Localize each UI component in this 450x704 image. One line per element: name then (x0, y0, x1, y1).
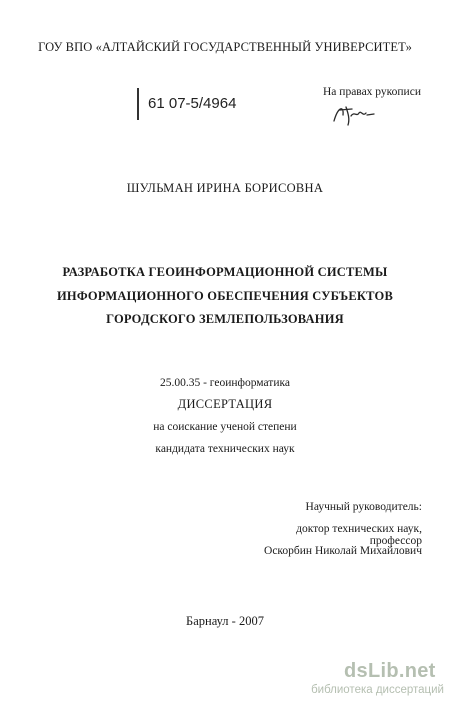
advisor-name: Оскорбин Николай Михайлович (264, 545, 422, 557)
degree-purpose: на соискание ученой степени (153, 421, 297, 433)
handwritten-signature-icon (330, 101, 378, 127)
dissertation-title-line: ГОРОДСКОГО ЗЕМЛЕПОЛЬЗОВАНИЯ (106, 312, 344, 326)
watermark-logo (344, 660, 436, 683)
author-name: ШУЛЬМАН ИРИНА БОРИСОВНА (126, 181, 324, 195)
dissertation-title-line: ИНФОРМАЦИОННОГО ОБЕСПЕЧЕНИЯ СУБЪЕКТОВ (56, 289, 394, 303)
watermark-tagline: библиотека диссертаций (311, 684, 444, 696)
city-year: Барнаул - 2007 (186, 614, 264, 628)
dissertation-title-line: РАЗРАБОТКА ГЕОИНФОРМАЦИОННОЙ СИСТЕМЫ (62, 265, 388, 279)
specialty-code: 25.00.35 - геоинформатика (159, 377, 291, 389)
degree-name: кандидата технических наук (155, 443, 295, 455)
document-number: 61 07-5/4964 (148, 95, 237, 112)
watermark-logo-main: dsLib (344, 660, 399, 682)
document-type: ДИССЕРТАЦИЯ (177, 397, 273, 411)
watermark-logo-suffix: .net (398, 660, 436, 682)
advisor-title: доктор технических наук, профессор (296, 523, 422, 547)
university-name: ГОУ ВПО «АЛТАЙСКИЙ ГОСУДАРСТВЕННЫЙ УНИВЕРСИТЕТ» (38, 40, 412, 54)
rights-note: На правах рукописи (323, 86, 421, 98)
margin-mark (137, 88, 139, 120)
advisor-heading: Научный руководитель: (305, 501, 422, 513)
